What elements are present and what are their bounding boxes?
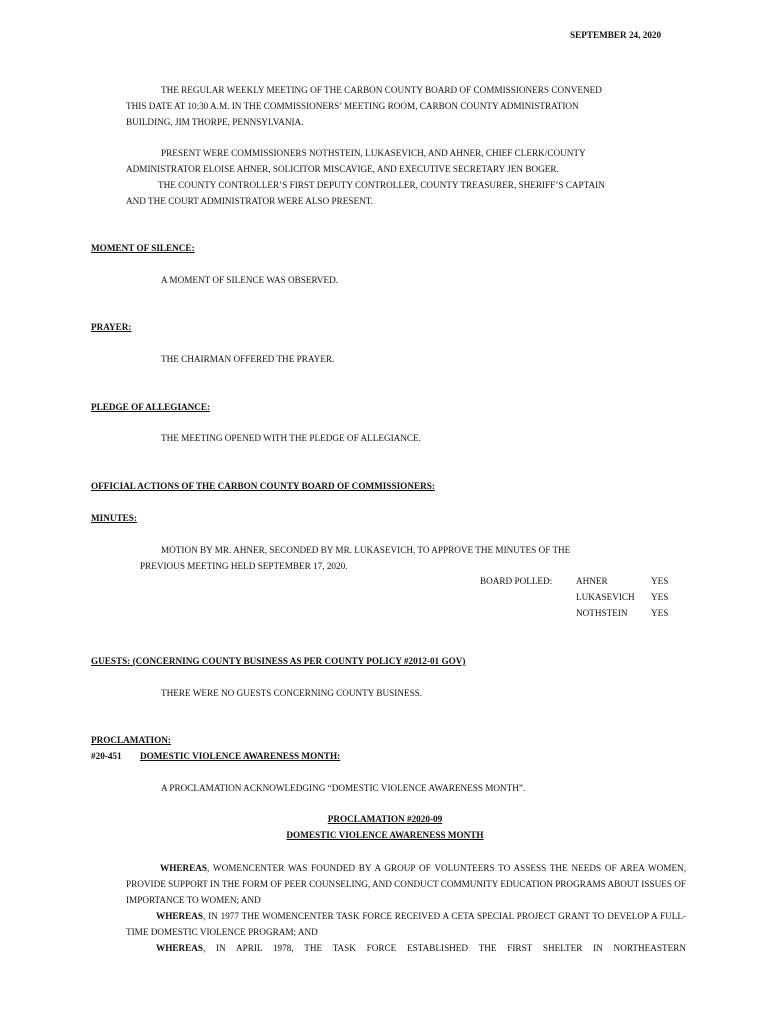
whereas-text: , IN APRIL 1978, THE TASK FORCE ESTABLISHED THE FIRST SHELTER IN NORTHEASTERN (202, 943, 686, 953)
poll-row (576, 608, 628, 619)
pledge-text: THE MEETING OPENED WITH THE PLEDGE OF ALLEGIANCE. (161, 433, 421, 443)
section-heading-guests: GUESTS: (CONCERNING COUNTY BUSINESS AS PER COUNTY POLICY #2012-01 GOV) (91, 656, 466, 666)
section-heading-minutes: MINUTES: (91, 513, 137, 523)
intro-line: THIS DATE AT 10:30 A.M. IN THE COMMISSIONERS’ MEETING ROOM, CARBON COUNTY ADMINISTRATION (126, 101, 579, 111)
whereas-clause (126, 940, 686, 956)
poll-name: AHNER (576, 576, 608, 586)
poll-name: NOTHSTEIN (576, 608, 628, 618)
section-heading-pledge: PLEDGE OF ALLEGIANCE: (91, 402, 211, 412)
whereas-clause (126, 908, 686, 940)
whereas-keyword: WHEREAS (156, 911, 203, 921)
attendance-line: AND THE COURT ADMINISTRATOR WERE ALSO PRESENT. (126, 196, 373, 206)
motion-line: PREVIOUS MEETING HELD SEPTEMBER 17, 2020. (140, 561, 348, 571)
proclamation-subheading: DOMESTIC VIOLENCE AWARENESS MONTH: (140, 751, 341, 761)
whereas-text: , IN 1977 THE WOMENCENTER TASK FORCE RECEIVED A CETA SPECIAL PROJECT GRANT TO DEVELOP A FULL-TIME DOMESTIC VIOLENCE PROGRAM; AND (126, 911, 686, 937)
whereas-text: , WOMENCENTER WAS FOUNDED BY A GROUP OF VOLUNTEERS TO ASSESS THE NEEDS OF AREA WOMEN, PROVIDE SUPPORT IN THE FORM OF PEER COUNSELING, AND CONDUCT COMMUNITY EDUCATION PROGRAMS ABOUT ISSUES OF IMPORTANCE TO WOMEN; AND (126, 863, 686, 905)
attendance-line: PRESENT WERE COMMISSIONERS NOTHSTEIN, LUKASEVICH, AND AHNER, CHIEF CLERK/COUNTY (161, 148, 586, 158)
section-heading-official-actions: OFFICIAL ACTIONS OF THE CARBON COUNTY BOARD OF COMMISSIONERS: (91, 481, 435, 491)
whereas-clause (126, 860, 686, 908)
silence-text: A MOMENT OF SILENCE WAS OBSERVED. (161, 275, 339, 285)
board-polled-label: BOARD POLLED: (480, 576, 553, 586)
proclamation-title: PROCLAMATION #2020-09 (327, 814, 443, 824)
poll-vote: YES (651, 576, 669, 586)
intro-line: THE REGULAR WEEKLY MEETING OF THE CARBON COUNTY BOARD OF COMMISSIONERS CONVENED (161, 85, 602, 95)
section-heading-prayer: PRAYER: (91, 322, 132, 332)
attendance-line: ADMINISTRATOR ELOISE AHNER, SOLICITOR MISCAVIGE, AND EXECUTIVE SECRETARY JEN BOGER. (126, 164, 559, 174)
attendance-line: THE COUNTY CONTROLLER’S FIRST DEPUTY CONTROLLER, COUNTY TREASURER, SHERIFF’S CAPTAIN (158, 180, 605, 190)
intro-line: BUILDING, JIM THORPE, PENNSYLVANIA. (126, 117, 304, 127)
poll-row (576, 592, 635, 603)
motion-line: MOTION BY MR. AHNER, SECONDED BY MR. LUKASEVICH, TO APPROVE THE MINUTES OF THE (161, 545, 571, 555)
whereas-keyword: WHEREAS (156, 943, 203, 953)
whereas-keyword: WHEREAS (160, 863, 207, 873)
poll-vote: YES (651, 608, 669, 618)
meeting-date: SEPTEMBER 24, 2020 (570, 30, 662, 40)
poll-name: LUKASEVICH (576, 592, 635, 602)
proclamation-title: DOMESTIC VIOLENCE AWARENESS MONTH (286, 830, 484, 840)
poll-vote: YES (651, 592, 669, 602)
poll-row (576, 576, 608, 587)
proclamation-number: #20-451 (91, 751, 122, 761)
section-heading-proclamation: PROCLAMATION: (91, 735, 171, 745)
section-heading-silence: MOMENT OF SILENCE: (91, 243, 195, 253)
proclamation-summary: A PROCLAMATION ACKNOWLEDGING “DOMESTIC VIOLENCE AWARENESS MONTH”. (161, 783, 526, 793)
guests-text: THERE WERE NO GUESTS CONCERNING COUNTY BUSINESS. (161, 688, 423, 698)
prayer-text: THE CHAIRMAN OFFERED THE PRAYER. (161, 354, 335, 364)
